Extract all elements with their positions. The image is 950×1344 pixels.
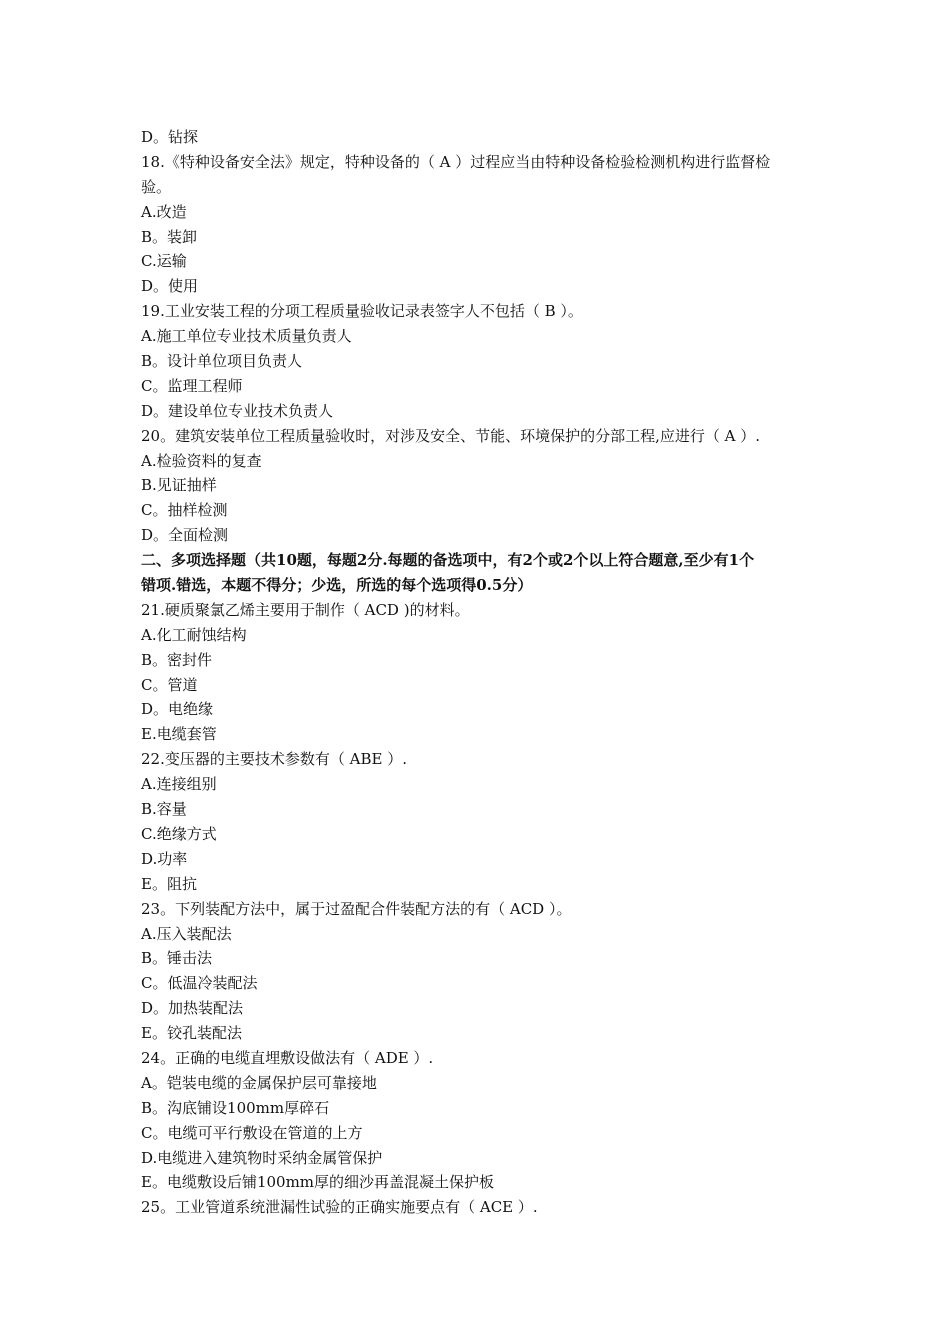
- text-line: 22.变压器的主要技术参数有（ ABE ）.: [141, 750, 407, 769]
- text-line: A.化工耐蚀结构: [141, 625, 247, 644]
- text-line: D。加热装配法: [141, 999, 244, 1018]
- text-line: 24。正确的电缆直埋敷设做法有（ ADE ）.: [141, 1048, 434, 1067]
- text-line: 23。下列装配方法中，属于过盈配合件装配方法的有（ ACD ）。: [141, 899, 572, 918]
- text-line: C。管道: [141, 675, 198, 694]
- text-line: D。电绝缘: [141, 700, 214, 719]
- text-line: C。抽样检测: [141, 501, 228, 520]
- section-heading-line: 错项.错选，本题不得分；少选，所选的每个选项得0.5分）: [141, 576, 533, 595]
- text-line: D.功率: [141, 849, 188, 868]
- text-line: A.施工单位专业技术质量负责人: [141, 327, 352, 346]
- text-line: A。铠装电缆的金属保护层可靠接地: [141, 1073, 377, 1092]
- text-line: A.检验资料的复查: [141, 451, 262, 470]
- text-line: C.运输: [141, 252, 187, 271]
- text-line: A.压入装配法: [141, 924, 232, 943]
- text-line: C。低温冷装配法: [141, 974, 258, 993]
- text-line: B。锤击法: [141, 949, 213, 968]
- text-line: B.容量: [141, 800, 187, 819]
- text-line: E。阻抗: [141, 874, 197, 893]
- text-line: 19.工业安装工程的分项工程质量验收记录表签字人不包括（ B ）。: [141, 302, 583, 321]
- text-line: B。设计单位项目负责人: [141, 352, 303, 371]
- text-line: D。钻探: [141, 128, 199, 146]
- text-line: A.连接组别: [141, 775, 217, 794]
- text-line: 25。工业管道系统泄漏性试验的正确实施要点有（ ACE ）.: [141, 1198, 538, 1217]
- text-line: D.电缆进入建筑物时采纳金属管保护: [141, 1148, 383, 1167]
- text-line: C。电缆可平行敷设在管道的上方: [141, 1123, 363, 1142]
- text-line: D。使用: [141, 277, 199, 296]
- text-line: 20。建筑安装单位工程质量验收时，对涉及安全、节能、环境保护的分部工程,应进行（ A ）.: [141, 426, 760, 445]
- text-line: 18.《特种设备安全法》规定，特种设备的（ A ）过程应当由特种设备检验检测机构进行监督检: [141, 152, 771, 171]
- text-line: B。沟底铺设100mm厚碎石: [141, 1098, 330, 1117]
- document-page: [141, 125, 861, 1220]
- text-line: 验。: [141, 177, 172, 196]
- text-line: D。建设单位专业技术负责人: [141, 401, 334, 420]
- text-line: D。全面检测: [141, 526, 229, 545]
- text-line: E.电缆套管: [141, 725, 217, 744]
- text-line: E。电缆敷设后铺100mm厚的细沙再盖混凝土保护板: [141, 1173, 495, 1192]
- text-line: B。密封件: [141, 650, 213, 669]
- text-line: E。铰孔装配法: [141, 1024, 242, 1043]
- text-line: B.见证抽样: [141, 476, 217, 495]
- text-line: 21.硬质聚氯乙烯主要用于制作（ ACD )的材料。: [141, 600, 470, 619]
- text-line: B。装卸: [141, 227, 198, 246]
- text-line: C。监理工程师: [141, 376, 243, 395]
- text-line: C.绝缘方式: [141, 824, 217, 843]
- section-heading-line: 二、多项选择题（共10题，每题2分.每题的备选项中，有2个或2个以上符合题意,至少有1个: [141, 551, 755, 570]
- text-line: A.改造: [141, 202, 187, 221]
